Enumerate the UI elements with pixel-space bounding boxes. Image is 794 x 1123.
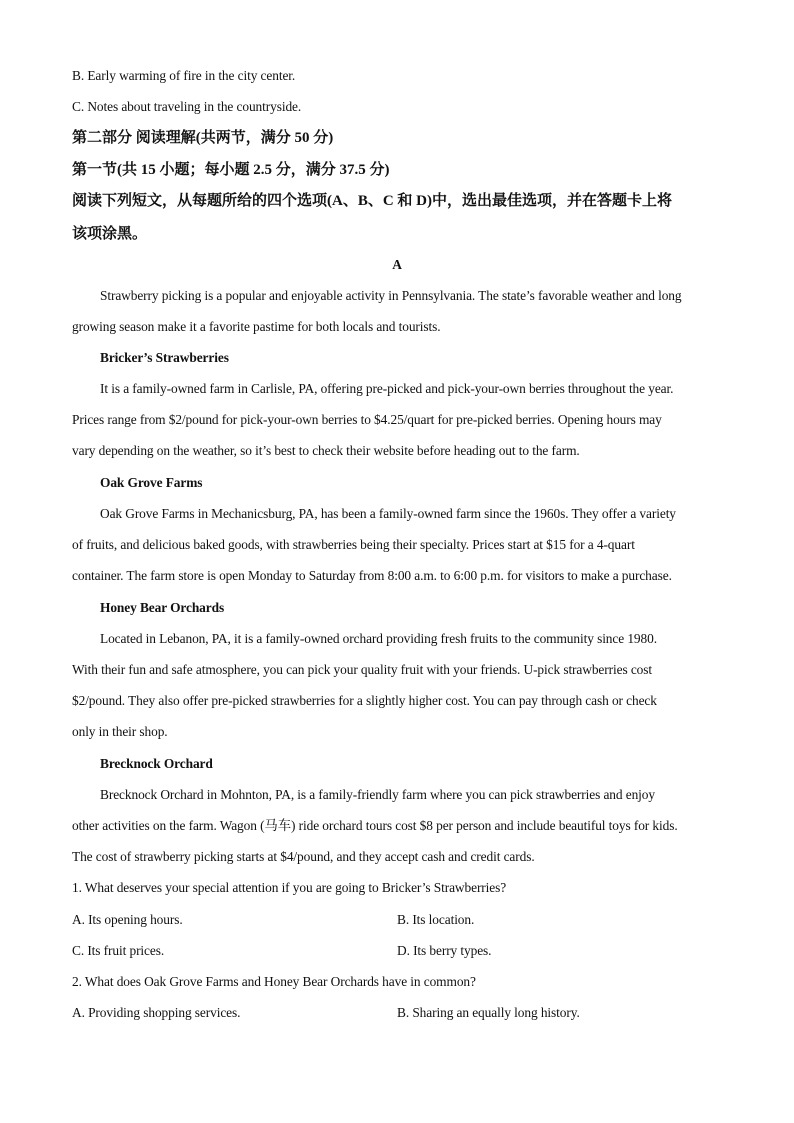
farm-text-line: The cost of strawberry picking starts at $4/pound, and they accept cash and credit cards. — [72, 849, 535, 864]
previous-option-b: B. Early warming of fire in the city center. — [72, 68, 296, 83]
farm-text-line: Oak Grove Farms in Mechanicsburg, PA, has been a family-owned farm since the 1960s. They offer a variety — [100, 506, 676, 521]
farm-text-line: other activities on the farm. Wagon (马车) ride orchard tours cost $8 per person and include beautiful toys for kids. — [72, 818, 678, 833]
question-2-option-b: B. Sharing an equally long history. — [397, 1005, 580, 1020]
farm-name-brecknock: Brecknock Orchard — [100, 756, 213, 771]
farm-text-line: Located in Lebanon, PA, it is a family-owned orchard providing fresh fruits to the community since 1980. — [100, 631, 657, 646]
subsection-title: 第一节(共 15 小题；每小题 2.5 分，满分 37.5 分) — [72, 162, 390, 178]
farm-text-line: of fruits, and delicious baked goods, with strawberries being their specialty. Prices start at $15 for a 4-quart — [72, 537, 635, 552]
farm-text-line: $2/pound. They also offer pre-picked strawberries for a slightly higher cost. You can pay through cash or check — [72, 693, 657, 708]
question-1-stem: 1. What deserves your special attention if you are going to Bricker’s Strawberries? — [72, 880, 507, 895]
question-2-stem: 2. What does Oak Grove Farms and Honey Bear Orchards have in common? — [72, 974, 476, 989]
question-1-option-a: A. Its opening hours. — [72, 912, 183, 927]
farm-text-line: container. The farm store is open Monday to Saturday from 8:00 a.m. to 6:00 p.m. for visitors to make a purchase. — [72, 568, 672, 583]
farm-text-line: Prices range from $2/pound for pick-your-own berries to $4.25/quart for pre-picked berries. Opening hours may — [72, 412, 662, 427]
farm-name-brickers: Bricker’s Strawberries — [100, 350, 229, 365]
previous-option-c: C. Notes about traveling in the countryside. — [72, 99, 302, 114]
farm-text-line: It is a family-owned farm in Carlisle, PA, offering pre-picked and pick-your-own berries throughout the year. — [100, 381, 674, 396]
passage-label: A — [392, 257, 402, 272]
farm-text-line: vary depending on the weather, so it’s best to check their website before heading out to the farm. — [72, 443, 580, 458]
farm-text-line: With their fun and safe atmosphere, you can pick your quality fruit with your friends. U-pick strawberries cost — [72, 662, 652, 677]
instruction-line-1: 阅读下列短文，从每题所给的四个选项(A、B、C 和 D)中，选出最佳选项，并在答题卡上将 — [72, 193, 672, 209]
farm-text-line: Brecknock Orchard in Mohnton, PA, is a family-friendly farm where you can pick strawberries and enjoy — [100, 787, 655, 802]
question-1-option-b: B. Its location. — [397, 912, 475, 927]
part-title: 第二部分 阅读理解(共两节，满分 50 分) — [72, 130, 334, 146]
instruction-line-2: 该项涂黑。 — [72, 226, 148, 242]
farm-name-oak-grove: Oak Grove Farms — [100, 475, 203, 490]
question-1-option-d: D. Its berry types. — [397, 943, 492, 958]
question-2-option-a: A. Providing shopping services. — [72, 1005, 241, 1020]
intro-line: Strawberry picking is a popular and enjoyable activity in Pennsylvania. The state’s favorable weather and long — [100, 288, 682, 303]
farm-name-honey-bear: Honey Bear Orchards — [100, 600, 225, 615]
farm-text-line: only in their shop. — [72, 724, 168, 739]
intro-line: growing season make it a favorite pastime for both locals and tourists. — [72, 319, 441, 334]
question-1-option-c: C. Its fruit prices. — [72, 943, 165, 958]
